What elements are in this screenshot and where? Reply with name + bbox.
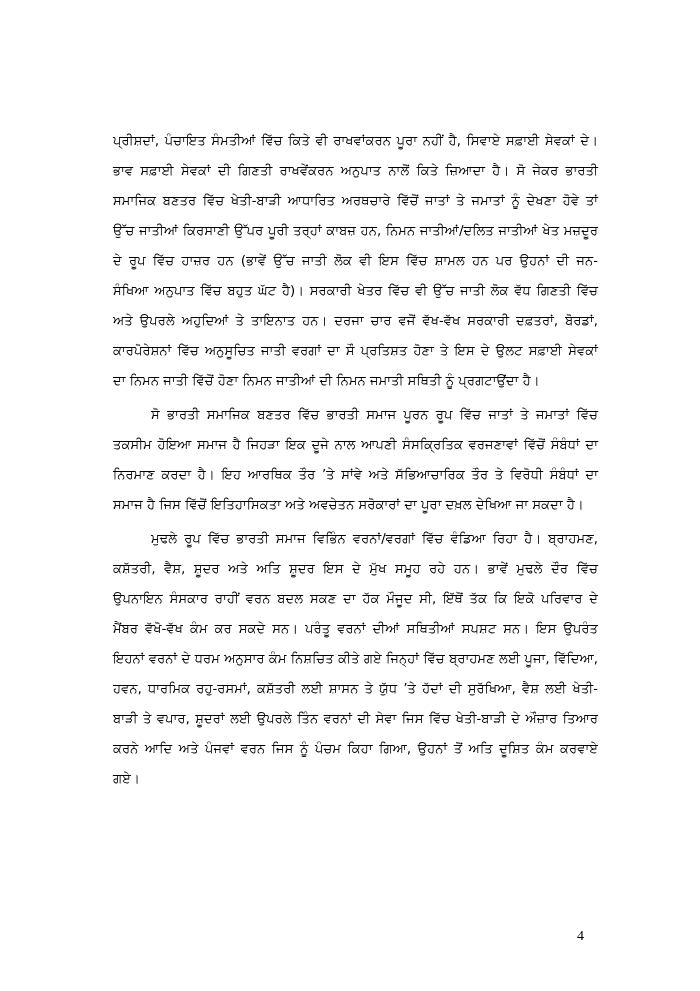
paragraph-2-line-3: ਨਿਰਮਾਣ ਕਰਦਾ ਹੈ। ਇਹ ਆਰਥਿਕ ਤੌਰ ’ਤੇ ਸਾਂਵੇ ਅਤੇ ਸੱਭਿਆਚਾਰਿਕ ਤੌਰ ਤੇ ਵਿਰੋਧੀ ਸੰਬੰਧਾਂ ਦਾ xyxy=(113,468,598,483)
paragraph-3-line-9: ਗਏ। xyxy=(113,772,140,787)
paragraph-3-line-7: ਬਾੜੀ ਤੇ ਵਪਾਰ, ਸ਼ੂਦਰਾਂ ਲਈ ਉਪਰਲੇ ਤਿੰਨ ਵਰਨਾਂ ਦੀ ਸੇਵਾ ਜਿਸ ਵਿੱਚ ਖੇਤੀ-ਬਾੜੀ ਦੇ ਔਜ਼ਾਰ ਤਿਆਰ xyxy=(113,712,598,727)
paragraph-3-line-1: ਮੁਢਲੇ ਰੂਪ ਵਿੱਚ ਭਾਰਤੀ ਸਮਾਜ ਵਿਭਿੰਨ ਵਰਨਾਂ/ਵਰਗਾਂ ਵਿੱਚ ਵੰਡਿਆ ਰਿਹਾ ਹੈ। ਬ੍ਰਾਹਮਣ, xyxy=(151,532,598,547)
paragraph-1-line-2: ਭਾਵ ਸਫ਼ਾਈ ਸੇਵਕਾਂ ਦੀ ਗਿਣਤੀ ਰਾਖਵੇਂਕਰਨ ਅਨੁਪਾਤ ਨਾਲੋਂ ਕਿਤੇ ਜ਼ਿਆਦਾ ਹੈ। ਸੋ ਜੇਕਰ ਭਾਰਤੀ xyxy=(113,164,598,179)
paragraph-1-line-8: ਕਾਰਪੋਰੇਸ਼ਨਾਂ ਵਿੱਚ ਅਨੁਸੂਚਿਤ ਜਾਤੀ ਵਰਗਾਂ ਦਾ ਸੌ ਪ੍ਰਤਿਸ਼ਤ ਹੋਣਾ ਤੇ ਇਸ ਦੇ ਉਲਟ ਸਫ਼ਾਈ ਸੇਵਕਾਂ xyxy=(113,344,598,359)
paragraph-1-line-5: ਦੇ ਰੂਪ ਵਿੱਚ ਹਾਜ਼ਰ ਹਨ (ਭਾਵੇਂ ਉੱਚ ਜਾਤੀ ਲੋਕ ਵੀ ਇਸ ਵਿੱਚ ਸ਼ਾਮਲ ਹਨ ਪਰ ਉਹਨਾਂ ਦੀ ਜਨ- xyxy=(113,254,598,269)
paragraph-1-line-3: ਸਮਾਜਿਕ ਬਣਤਰ ਵਿੱਚ ਖੇਤੀ-ਬਾੜੀ ਆਧਾਰਿਤ ਅਰਥਚਾਰੇ ਵਿੱਚੋਂ ਜਾਤਾਂ ਤੇ ਜਮਾਤਾਂ ਨੂੰ ਦੇਖਣਾ ਹੋਵੇ ਤਾਂ xyxy=(113,194,598,209)
paragraph-2-line-1: ਸੋ ਭਾਰਤੀ ਸਮਾਜਿਕ ਬਣਤਰ ਵਿੱਚ ਭਾਰਤੀ ਸਮਾਜ ਪੂਰਨ ਰੂਪ ਵਿੱਚ ਜਾਤਾਂ ਤੇ ਜਮਾਤਾਂ ਵਿੱਚ xyxy=(151,408,598,423)
paragraph-3-line-8: ਕਰਨੇ ਆਦਿ ਅਤੇ ਪੰਜਵਾਂ ਵਰਨ ਜਿਸ ਨੂੰ ਪੰਚਮ ਕਿਹਾ ਗਿਆ, ਉਹਨਾਂ ਤੋਂ ਅਤਿ ਦੂਸ਼ਿਤ ਕੰਮ ਕਰਵਾਏ xyxy=(113,742,598,757)
paragraph-2-line-4: ਸਮਾਜ ਹੈ ਜਿਸ ਵਿੱਚੋਂ ਇਤਿਹਾਸਿਕਤਾ ਅਤੇ ਅਵਚੇਤਨ ਸਰੋਕਾਰਾਂ ਦਾ ਪੂਰਾ ਦਖ਼ਲ ਦੇਖਿਆ ਜਾ ਸਕਦਾ ਹੈ। xyxy=(113,498,584,513)
paragraph-3-line-2: ਕਸ਼ੱਤਰੀ, ਵੈਸ਼, ਸ਼ੂਦਰ ਅਤੇ ਅਤਿ ਸ਼ੂਦਰ ਇਸ ਦੇ ਮੁੱਖ ਸਮੂਹ ਰਹੇ ਹਨ। ਭਾਵੇਂ ਮੁਢਲੇ ਦੌਰ ਵਿੱਚ xyxy=(113,562,598,577)
paragraph-1-line-4: ਉੱਚ ਜਾਤੀਆਂ ਕਿਰਸਾਣੀ ਉੱਪਰ ਪੂਰੀ ਤਰ੍ਹਾਂ ਕਾਬਜ਼ ਹਨ, ਨਿਮਨ ਜਾਤੀਆਂ/ਦਲਿਤ ਜਾਤੀਆਂ ਖੇਤ ਮਜ਼ਦੂਰ xyxy=(113,224,598,239)
paragraph-1-line-1: ਪ੍ਰੀਸ਼ਦਾਂ, ਪੰਚਾਇਤ ਸੰਮਤੀਆਂ ਵਿੱਚ ਕਿਤੇ ਵੀ ਰਾਖਵਾਂਕਰਨ ਪੂਰਾ ਨਹੀਂ ਹੈ, ਸਿਵਾਏ ਸਫ਼ਾਈ ਸੇਵਕਾਂ ਦੇ। xyxy=(113,134,598,149)
page-number: 4 xyxy=(577,929,584,944)
paragraph-3-line-4: ਮੈਂਬਰ ਵੱਖੋ-ਵੱਖ ਕੰਮ ਕਰ ਸਕਦੇ ਸਨ। ਪਰੰਤੂ ਵਰਨਾਂ ਦੀਆਂ ਸਥਿਤੀਆਂ ਸਪਸ਼ਟ ਸਨ। ਇਸ ਉਪਰੰਤ xyxy=(113,622,598,637)
paragraph-3-line-5: ਇਹਨਾਂ ਵਰਨਾਂ ਦੇ ਧਰਮ ਅਨੁਸਾਰ ਕੰਮ ਨਿਸ਼ਚਿਤ ਕੀਤੇ ਗਏ ਜਿਨ੍ਹਾਂ ਵਿੱਚ ਬ੍ਰਾਹਮਣ ਲਈ ਪੂਜਾ, ਵਿੱਦਿਆ, xyxy=(113,652,598,667)
paragraph-1-line-6: ਸੰਖਿਆ ਅਨੁਪਾਤ ਵਿੱਚ ਬਹੁਤ ਘੱਟ ਹੈ)। ਸਰਕਾਰੀ ਖੇਤਰ ਵਿੱਚ ਵੀ ਉੱਚ ਜਾਤੀ ਲੋਕ ਵੱਧ ਗਿਣਤੀ ਵਿੱਚ xyxy=(113,284,598,299)
paragraph-3-line-3: ਉਪਨਾਇਨ ਸੰਸਕਾਰ ਰਾਹੀਂ ਵਰਨ ਬਦਲ ਸਕਣ ਦਾ ਹੱਕ ਮੌਜੂਦ ਸੀ, ਇੱਥੋਂ ਤੱਕ ਕਿ ਇਕੋ ਪਰਿਵਾਰ ਦੇ xyxy=(113,592,598,607)
paragraph-2-line-2: ਤਕਸੀਮ ਹੋਇਆ ਸਮਾਜ ਹੈ ਜਿਹੜਾ ਇਕ ਦੂਜੇ ਨਾਲ ਆਪਣੀ ਸੰਸਕ੍ਰਿਤਿਕ ਵਰਜਣਾਵਾਂ ਵਿੱਚੋਂ ਸੰਬੰਧਾਂ ਦਾ xyxy=(113,438,598,453)
paragraph-1-line-7: ਅਤੇ ਉਪਰਲੇ ਅਹੁਦਿਆਂ ਤੇ ਤਾਇਨਾਤ ਹਨ। ਦਰਜਾ ਚਾਰ ਵਜੋਂ ਵੱਖ-ਵੱਖ ਸਰਕਾਰੀ ਦਫ਼ਤਰਾਂ, ਬੋਰਡਾਂ, xyxy=(113,314,598,329)
paragraph-1-line-9: ਦਾ ਨਿਮਨ ਜਾਤੀ ਵਿੱਚੋਂ ਹੋਣਾ ਨਿਮਨ ਜਾਤੀਆਂ ਦੀ ਨਿਮਨ ਜਮਾਤੀ ਸਥਿਤੀ ਨੂੰ ਪ੍ਰਗਟਾਉਂਦਾ ਹੈ। xyxy=(113,374,540,389)
paragraph-3-line-6: ਹਵਨ, ਧਾਰਮਿਕ ਰਹੁ-ਰਸਮਾਂ, ਕਸ਼ੱਤਰੀ ਲਈ ਸ਼ਾਸਨ ਤੇ ਯੁੱਧ ’ਤੇ ਹੱਦਾਂ ਦੀ ਸੁਰੱਖਿਆ, ਵੈਸ਼ ਲਈ ਖੇਤੀ- xyxy=(113,682,598,697)
